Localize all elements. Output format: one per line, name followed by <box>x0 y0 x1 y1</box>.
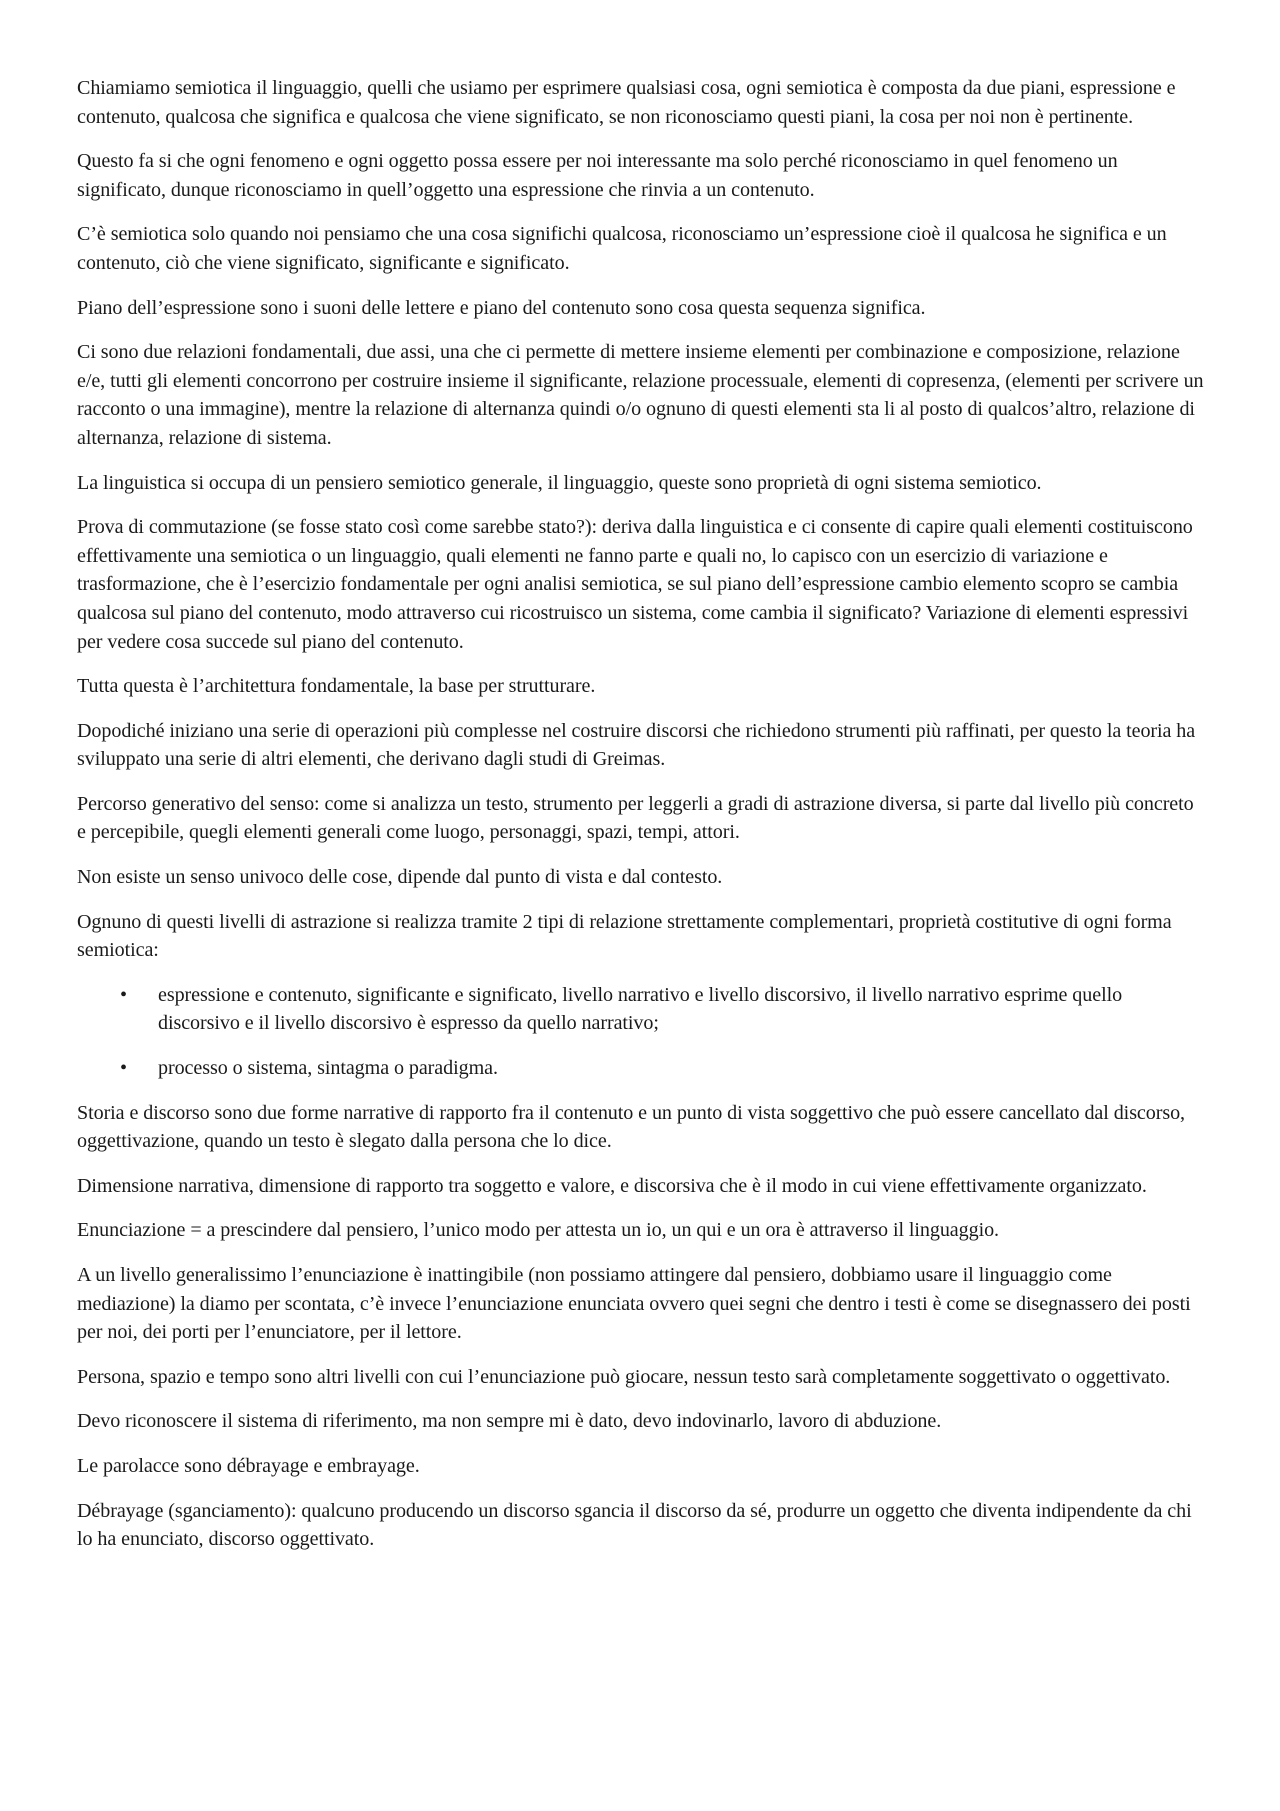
document-page <box>77 74 1207 1570</box>
paragraph: Prova di commutazione (se fosse stato così come sarebbe stato?): deriva dalla linguistica e ci consente di capire quali elementi costituiscono effettivamente una semiotica o un linguaggio, quali elementi ne fanno parte e quali no, lo capisco con un esercizio di variazione e trasformazione, che è l’esercizio fondamentale per ogni analisi semiotica, se sul piano dell’espressione cambio elemento scopro se cambia qualcosa sul piano del contenuto, modo attraverso cui ricostruisco un sistema, come cambia il significato? Variazione di elementi espressivi per vedere cosa succede sul piano del contenuto. <box>77 516 1193 653</box>
bullet-icon: • <box>120 983 127 1006</box>
list-item <box>120 981 1207 1038</box>
paragraph: A un livello generalissimo l’enunciazione è inattingibile (non possiamo attingere dal pensiero, dobbiamo usare il linguaggio come mediazione) la diamo per scontata, c’è invece l’enunciazione enunciata ovvero quei segni che dentro i testi è come se disegnassero dei posti per noi, dei porti per l’enunciatore, per il lettore. <box>77 1264 1191 1344</box>
list-item-text: espressione e contenuto, significante e significato, livello narrativo e livello discorsivo, il livello narrativo esprime quello discorsivo e il livello discorsivo è espresso da quello narrativo; <box>158 983 1123 1035</box>
list-item-text: processo o sistema, sintagma o paradigma. <box>158 1057 498 1080</box>
bullet-icon: • <box>120 1057 127 1080</box>
paragraph: La linguistica si occupa di un pensiero semiotico generale, il linguaggio, queste sono proprietà di ogni sistema semiotico. <box>77 471 1042 494</box>
paragraph: Le parolacce sono débrayage e embrayage. <box>77 1454 420 1477</box>
paragraph: C’è semiotica solo quando noi pensiamo che una cosa significhi qualcosa, riconosciamo un’espressione cioè il qualcosa he significa e un contenuto, ciò che viene significato, significante e significato. <box>77 223 1167 274</box>
paragraph: Questo fa si che ogni fenomeno e ogni oggetto possa essere per noi interessante ma solo perché riconosciamo in quel fenomeno un significato, dunque riconosciamo in quell’oggetto una espressione che rinvia a un contenuto. <box>77 150 1118 201</box>
paragraph: Persona, spazio e tempo sono altri livelli con cui l’enunciazione può giocare, nessun testo sarà completamente soggettivato o oggettivato. <box>77 1365 1171 1388</box>
paragraph: Ci sono due relazioni fondamentali, due assi, una che ci permette di mettere insieme elementi per combinazione e composizione, relazione e/e, tutti gli elementi concorrono per costruire insieme il significante, relazione processuale, elementi di copresenza, (elementi per scrivere un racconto o una immagine), mentre la relazione di alternanza quindi o/o ognuno di questi elementi sta li al posto di qualcos’altro, relazione di alternanza, relazione di sistema. <box>77 341 1204 449</box>
paragraph: Tutta questa è l’architettura fondamentale, la base per strutturare. <box>77 675 596 698</box>
paragraph: Non esiste un senso univoco delle cose, dipende dal punto di vista e dal contesto. <box>77 866 723 889</box>
paragraph: Dopodiché iniziano una serie di operazioni più complesse nel costruire discorsi che richiedono strumenti più raffinati, per questo la teoria ha sviluppato una serie di altri elementi, che derivano dagli studi di Greimas. <box>77 719 1196 771</box>
paragraph: Ognuno di questi livelli di astrazione si realizza tramite 2 tipi di relazione strettamente complementari, proprietà costitutive di ogni forma semiotica: <box>77 910 1172 962</box>
paragraph: Enunciazione = a prescindere dal pensiero, l’unico modo per attesta un io, un qui e un ora è attraverso il linguaggio. <box>77 1219 999 1242</box>
paragraph: Storia e discorso sono due forme narrative di rapporto fra il contenuto e un punto di vista soggettivo che può essere cancellato dal discorso, oggettivazione, quando un testo è slegato dalla persona che lo dice. <box>77 1101 1185 1153</box>
paragraph: Percorso generativo del senso: come si analizza un testo, strumento per leggerli a gradi di astrazione diversa, si parte dal livello più concreto e percepibile, quegli elementi generali come luogo, personaggi, spazi, tempi, attori. <box>77 792 1194 844</box>
paragraph: Chiamiamo semiotica il linguaggio, quelli che usiamo per esprimere qualsiasi cosa, ogni semiotica è composta da due piani, espressione e contenuto, qualcosa che significa e qualcosa che viene significato, se non riconosciamo questi piani, la cosa per noi non è pertinente. <box>77 77 1176 128</box>
bullet-list <box>77 981 1207 1083</box>
list-item <box>120 1054 1207 1083</box>
paragraph: Piano dell’espressione sono i suoni delle lettere e piano del contenuto sono cosa questa sequenza significa. <box>77 296 926 319</box>
paragraph: Devo riconoscere il sistema di riferimento, ma non sempre mi è dato, devo indovinarlo, lavoro di abduzione. <box>77 1410 942 1433</box>
paragraph: Dimensione narrativa, dimensione di rapporto tra soggetto e valore, e discorsiva che è il modo in cui viene effettivamente organizzato. <box>77 1174 1147 1197</box>
paragraph: Débrayage (sganciamento): qualcuno producendo un discorso sgancia il discorso da sé, produrre un oggetto che diventa indipendente da chi lo ha enunciato, discorso oggettivato. <box>77 1499 1192 1551</box>
